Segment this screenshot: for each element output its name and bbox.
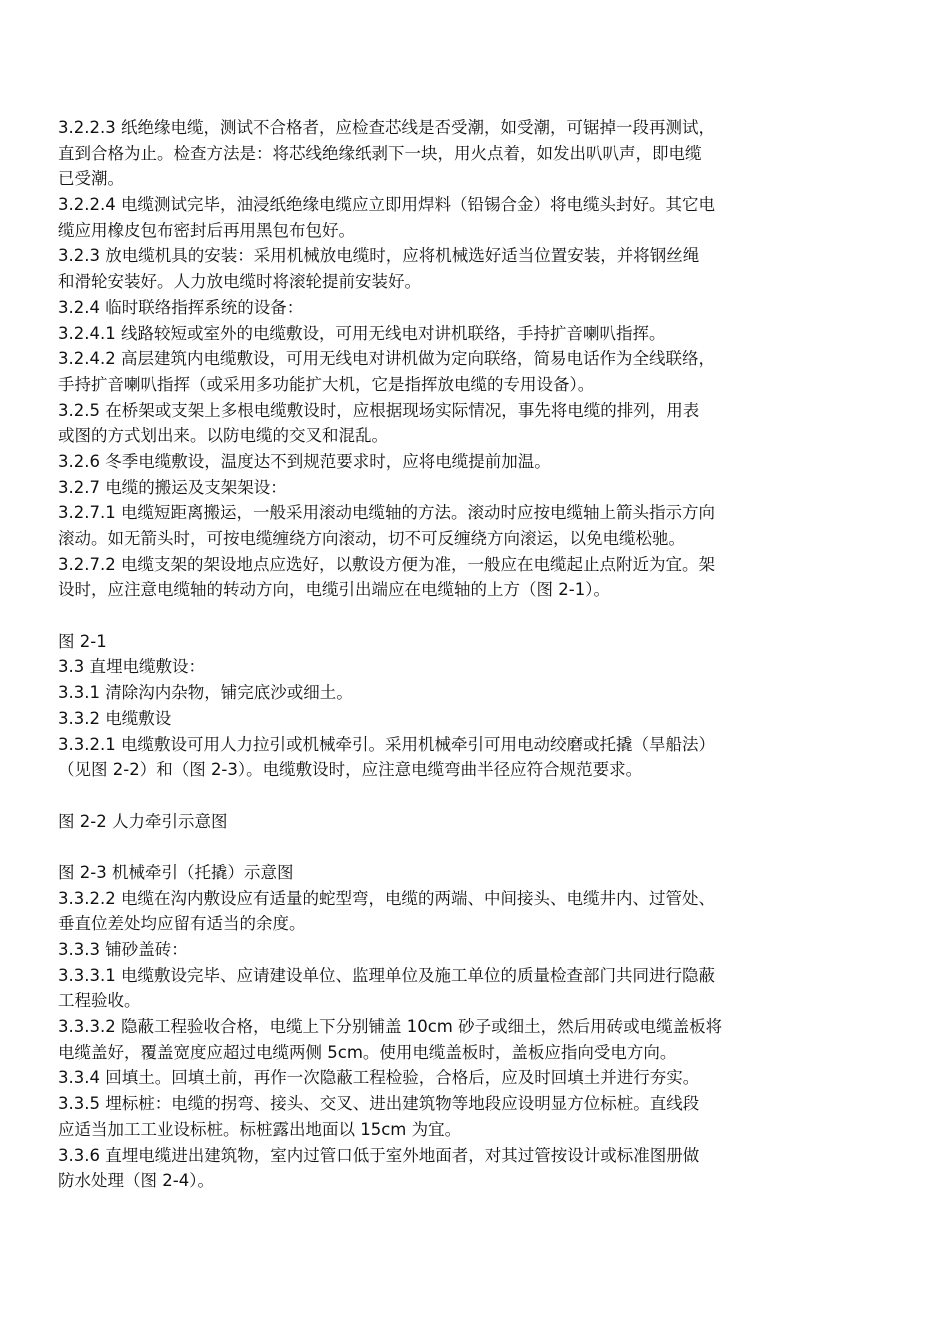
text-line: 3.2.5 在桥架或支架上多根电缆敷设时，应根据现场实际情况，事先将电缆的排列，用表 (58, 400, 700, 420)
text-line: 或图的方式划出来。以防电缆的交叉和混乱。 (58, 426, 388, 446)
section-heading: 3.3.3 铺砂盖砖： (58, 940, 188, 959)
text-line: 设时，应注意电缆轴的转动方向，电缆引出端应在电缆轴的上方（图 2-1）。 (58, 580, 610, 600)
text-line: 3.2.3 放电缆机具的安装：采用机械放电缆时，应将机械选好适当位置安装，并将钢丝绳 (58, 246, 700, 266)
text-line: 3.3.3.1 电缆敷设完毕、应请建设单位、监理单位及施工单位的质量检查部门共同进行隐蔽 (58, 965, 715, 985)
text-line: 3.2.2.4 电缆测试完毕，油浸纸绝缘电缆应立即用焊料（铅锡合金）将电缆头封好。其它电 (58, 195, 715, 215)
text-line: 3.2.6 冬季电缆敷设，温度达不到规范要求时，应将电缆提前加温。 (58, 451, 551, 471)
text-line: 电缆盖好，覆盖宽度应超过电缆两侧 5cm。使用电缆盖板时，盖板应指向受电方向。 (58, 1042, 677, 1062)
text-line: 垂直位差处均应留有适当的余度。 (58, 914, 306, 934)
text-line: 3.2.7.2 电缆支架的架设地点应选好，以敷设方便为准，一般应在电缆起止点附近为宜。架 (58, 554, 715, 574)
text-line: 3.2.2.3 纸绝缘电缆，测试不合格者，应检查芯线是否受潮，如受潮，可锯掉一段再测试， (58, 118, 715, 137)
figure-caption: 图 2-2 人力牵引示意图 (58, 811, 228, 831)
text-line: 工程验收。 (58, 991, 141, 1011)
text-line: 3.3.1 清除沟内杂物，铺完底沙或细土。 (58, 683, 353, 703)
text-line: 应适当加工工业设标桩。标桩露出地面以 15cm 为宜。 (58, 1119, 462, 1139)
text-line: 3.2.4 临时联络指挥系统的设备： (58, 297, 304, 317)
text-line: 3.3.2.2 电缆在沟内敷设应有适量的蛇型弯，电缆的两端、中间接头、电缆井内、过管处、 (58, 888, 715, 908)
text-line: 手持扩音喇叭指挥（或采用多功能扩大机，它是指挥放电缆的专用设备）。 (58, 374, 595, 394)
blank-line (58, 783, 818, 809)
section-heading: 3.3 直埋电缆敷设： (58, 657, 205, 677)
text-line: 3.3.2.1 电缆敷设可用人力拉引或机械牵引。采用机械牵引可用电动绞磨或托撬（旱船法） (58, 734, 715, 754)
text-line: 直到合格为止。检查方法是：将芯线绝缘纸剥下一块，用火点着，如发出叭叭声，即电缆 (58, 143, 702, 163)
figure-caption: 图 2-1 (58, 631, 107, 651)
text-line: 滚动。如无箭头时，可按电缆缠绕方向滚动，切不可反缠绕方向滚运，以免电缆松驰。 (58, 529, 685, 548)
text-line: （见图 2-2）和（图 2-3）。电缆敷设时，应注意电缆弯曲半径应符合规范要求。 (58, 760, 643, 780)
text-line: 防水处理（图 2-4）。 (58, 1171, 214, 1191)
text-line: 3.3.4 回填土。回填土前，再作一次隐蔽工程检验，合格后，应及时回填土并进行夯实。 (58, 1068, 700, 1088)
text-line: 3.3.5 埋标桩：电缆的拐弯、接头、交叉、进出建筑物等地段应设明显方位标桩。直线段 (58, 1094, 700, 1114)
text-line: 缆应用橡皮包布密封后再用黑包布包好。 (58, 220, 355, 240)
text-line: 和滑轮安装好。人力放电缆时将滚轮提前安装好。 (58, 272, 421, 292)
figure-caption: 图 2-3 机械牵引（托撬）示意图 (58, 862, 294, 882)
text-line: 3.2.7 电缆的搬运及支架架设： (58, 477, 287, 497)
section-heading: 3.3.2 电缆敷设 (58, 708, 172, 728)
text-line: 已受潮。 (58, 169, 124, 189)
blank-line (58, 603, 818, 629)
text-line: 3.3.3.2 隐蔽工程验收合格，电缆上下分别铺盖 10cm 砂子或细土，然后用砖或电缆盖板将 (58, 1017, 723, 1037)
text-line: 3.2.4.1 线路较短或室外的电缆敷设，可用无线电对讲机联络，手持扩音喇叭指挥。 (58, 323, 666, 343)
text-line: 3.3.6 直埋电缆进出建筑物，室内过管口低于室外地面者，对其过管按设计或标准图册做 (58, 1145, 700, 1165)
blank-line (58, 834, 818, 860)
text-line: 3.2.7.1 电缆短距离搬运，一般采用滚动电缆轴的方法。滚动时应按电缆轴上箭头指示方向 (58, 503, 715, 523)
text-line: 3.2.4.2 高层建筑内电缆敷设，可用无线电对讲机做为定向联络，简易电话作为全线联络， (58, 349, 715, 369)
document-page (58, 115, 818, 1194)
